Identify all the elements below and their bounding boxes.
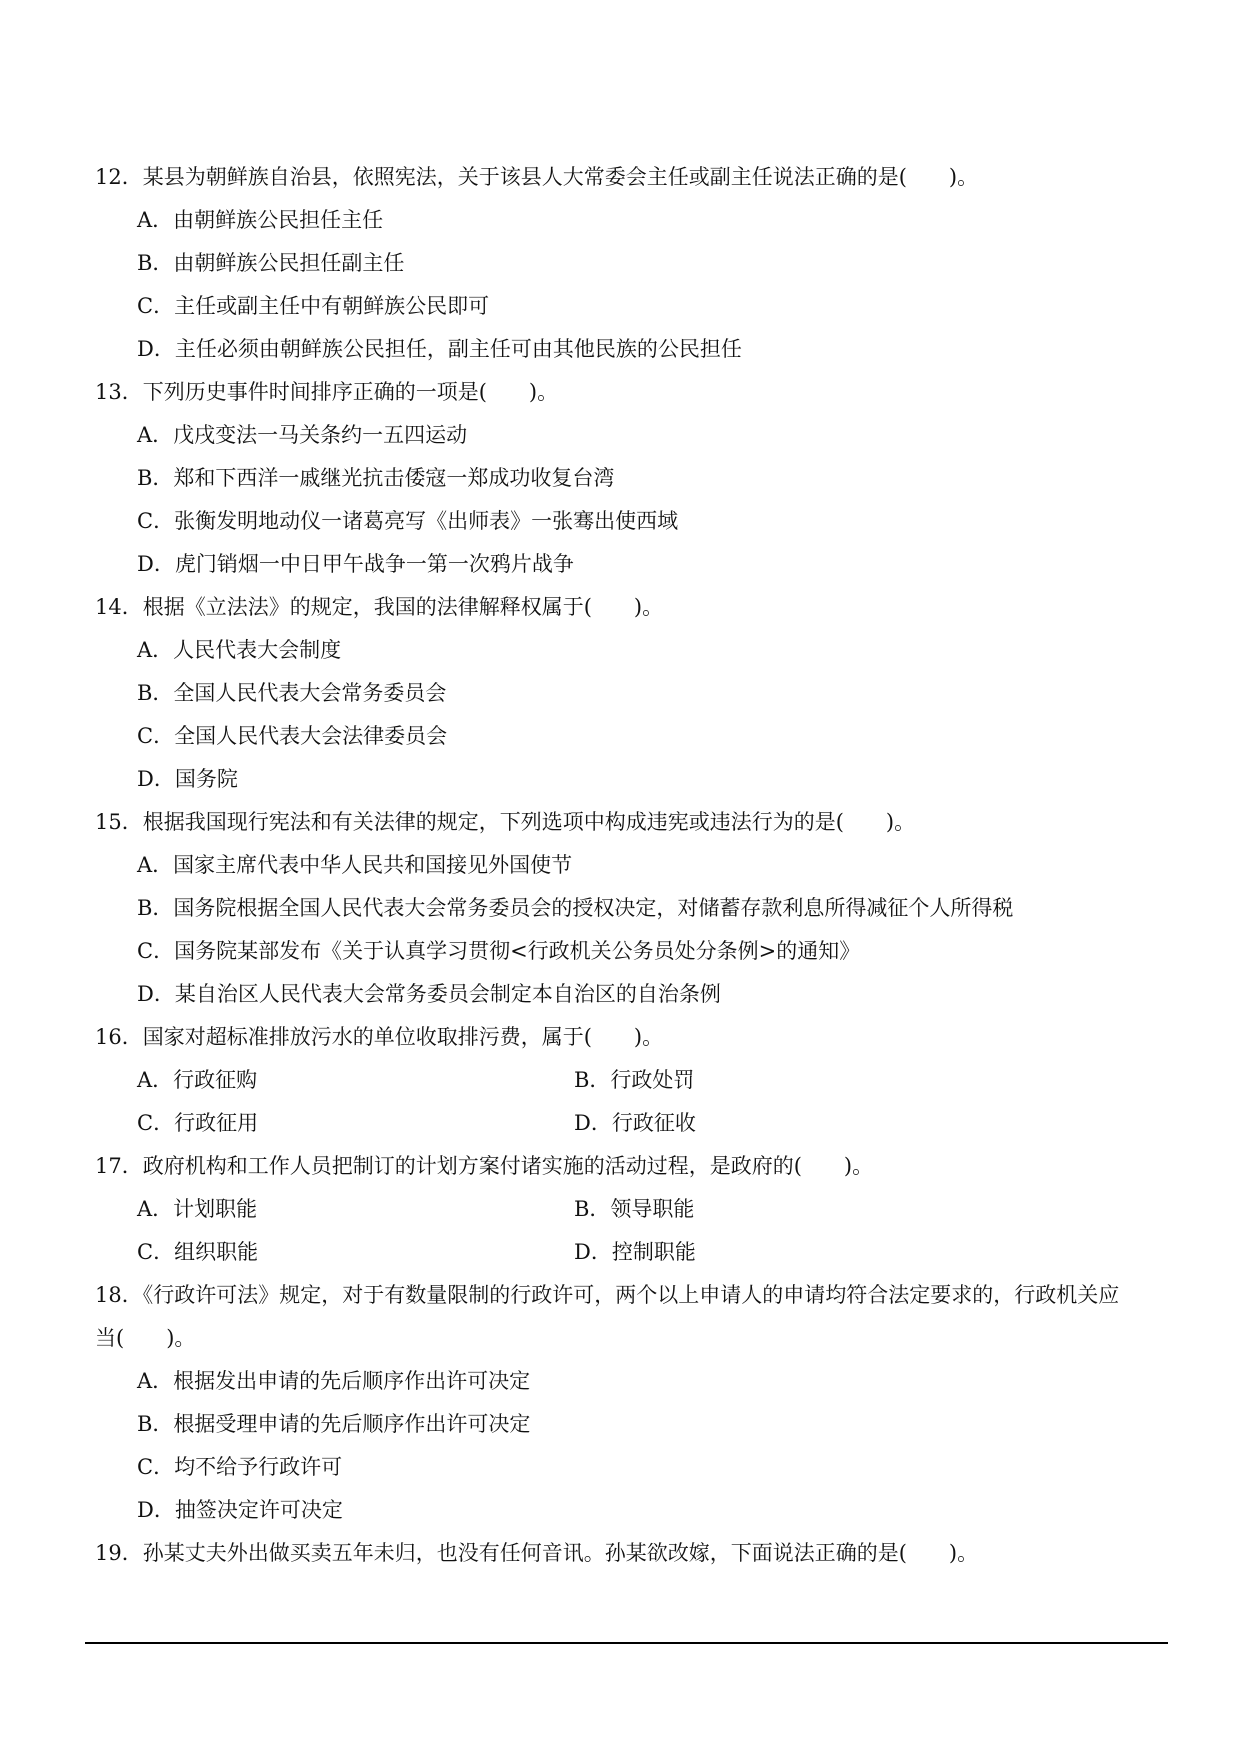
question-12-option-d: D．主任必须由朝鲜族公民担任，副主任可由其他民族的公民担任 bbox=[137, 337, 742, 361]
footer-divider bbox=[85, 1642, 1168, 1644]
question-12-stem: 12．某县为朝鲜族自治县，依照宪法，关于该县人大常委会主任或副主任说法正确的是( )。 bbox=[95, 165, 979, 189]
question-15-stem: 15．根据我国现行宪法和有关法律的规定，下列选项中构成违宪或违法行为的是( )。 bbox=[95, 810, 916, 834]
question-16-option-d: D．行政征收 bbox=[574, 1111, 696, 1135]
question-17-option-a: A．计划职能 bbox=[137, 1197, 258, 1221]
question-18-option-b: B．根据受理申请的先后顺序作出许可决定 bbox=[137, 1412, 531, 1436]
question-14-option-c: C．全国人民代表大会法律委员会 bbox=[137, 724, 448, 748]
question-19-stem: 19．孙某丈夫外出做买卖五年未归，也没有任何音讯。孙某欲改嫁，下面说法正确的是( )。 bbox=[95, 1541, 979, 1565]
question-15-option-b: B．国务院根据全国人民代表大会常务委员会的授权决定，对储蓄存款利息所得减征个人所得税 bbox=[137, 896, 1014, 920]
question-14-option-d: D．国务院 bbox=[137, 767, 238, 791]
question-13-stem: 13．下列历史事件时间排序正确的一项是( )。 bbox=[95, 380, 559, 404]
question-17-option-d: D．控制职能 bbox=[574, 1240, 696, 1264]
question-18-option-a: A．根据发出申请的先后顺序作出许可决定 bbox=[137, 1369, 531, 1393]
question-15-option-c: C．国务院某部发布《关于认真学习贯彻<行政机关公务员处分条例>的通知》 bbox=[137, 939, 861, 963]
question-15-option-d: D．某自治区人民代表大会常务委员会制定本自治区的自治条例 bbox=[137, 982, 721, 1006]
question-17-stem: 17．政府机构和工作人员把制订的计划方案付诸实施的活动过程，是政府的( )。 bbox=[95, 1154, 874, 1178]
question-15-option-a: A．国家主席代表中华人民共和国接见外国使节 bbox=[137, 853, 573, 877]
question-16-stem: 16．国家对超标准排放污水的单位收取排污费，属于( )。 bbox=[95, 1025, 664, 1049]
question-18-option-c: C．均不给予行政许可 bbox=[137, 1455, 343, 1479]
question-17-option-c: C．组织职能 bbox=[137, 1240, 259, 1264]
question-16-option-b: B．行政处罚 bbox=[574, 1068, 695, 1092]
question-13-option-b: B．郑和下西洋一戚继光抗击倭寇一郑成功收复台湾 bbox=[137, 466, 615, 490]
question-12-option-c: C．主任或副主任中有朝鲜族公民即可 bbox=[137, 294, 490, 318]
question-12-option-b: B．由朝鲜族公民担任副主任 bbox=[137, 251, 405, 275]
question-17-option-b: B．领导职能 bbox=[574, 1197, 695, 1221]
question-14-option-a: A．人民代表大会制度 bbox=[137, 638, 342, 662]
question-18-option-d: D．抽签决定许可决定 bbox=[137, 1498, 343, 1522]
question-14-option-b: B．全国人民代表大会常务委员会 bbox=[137, 681, 447, 705]
question-18-stem: 18．《行政许可法》规定，对于有数量限制的行政许可，两个以上申请人的申请均符合法定要求的，行政机关应 bbox=[95, 1283, 1120, 1307]
question-18-stem-continued: 当( )。 bbox=[95, 1326, 196, 1350]
question-13-option-c: C．张衡发明地动仪一诸葛亮写《出师表》一张骞出使西域 bbox=[137, 509, 679, 533]
question-14-stem: 14．根据《立法法》的规定，我国的法律解释权属于( )。 bbox=[95, 595, 664, 619]
question-13-option-a: A．戊戌变法一马关条约一五四运动 bbox=[137, 423, 468, 447]
question-16-option-a: A．行政征购 bbox=[137, 1068, 258, 1092]
question-16-option-c: C．行政征用 bbox=[137, 1111, 259, 1135]
question-12-option-a: A．由朝鲜族公民担任主任 bbox=[137, 208, 384, 232]
question-13-option-d: D．虎门销烟一中日甲午战争一第一次鸦片战争 bbox=[137, 552, 574, 576]
